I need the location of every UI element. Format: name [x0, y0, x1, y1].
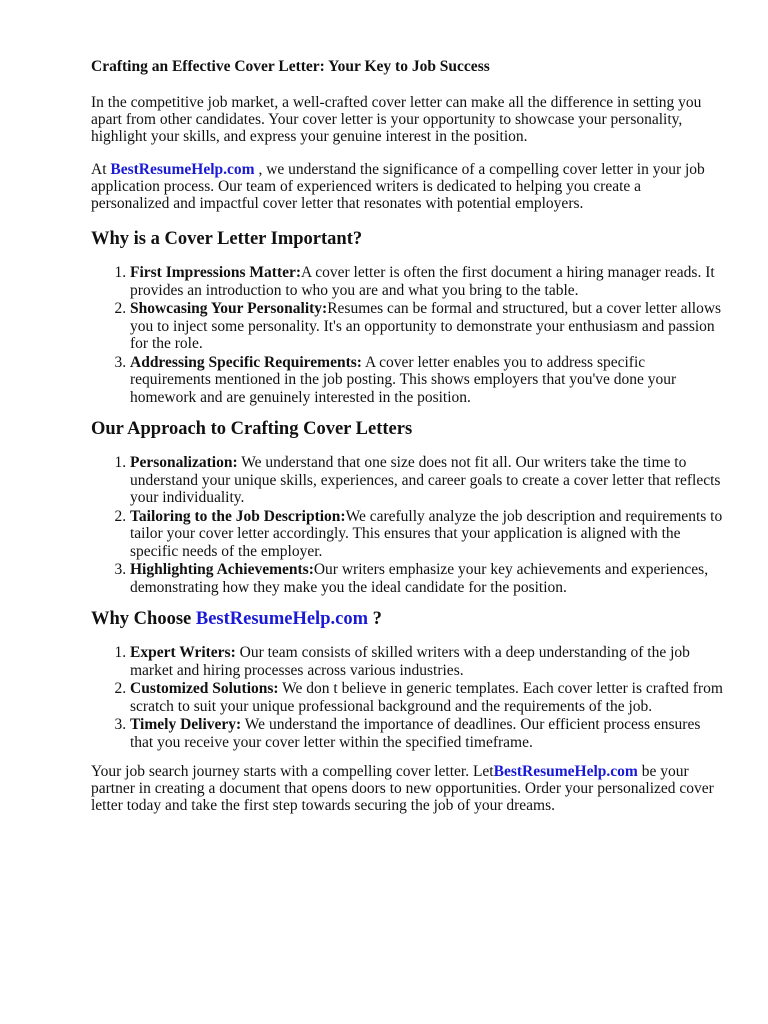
list-item-term: First Impressions Matter:: [130, 264, 302, 281]
list-item-text: A cover letter is often the first document a hiring manager reads. It provides an introduction to who you are and what you bring to the table.: [130, 264, 715, 299]
why-important-heading: Why is a Cover Letter Important?: [91, 229, 363, 249]
list-item: [130, 300, 723, 353]
at-prefix: At: [91, 161, 111, 178]
list-item: [130, 354, 723, 407]
list-item: [130, 264, 723, 299]
document-page: [91, 58, 723, 830]
document-title: Crafting an Effective Cover Letter: Your Key to Job Success: [91, 58, 490, 75]
why-choose-list: [91, 644, 723, 751]
list-item-text: Our team consists of skilled writers with a deep understanding of the job market and hiring processes across various industries.: [130, 644, 690, 679]
approach-heading: Our Approach to Crafting Cover Letters: [91, 419, 413, 439]
list-item: [130, 680, 723, 715]
list-item-term: Customized Solutions:: [130, 680, 279, 697]
why-choose-prefix: Why Choose: [91, 609, 196, 629]
list-item-term: Addressing Specific Requirements:: [130, 353, 362, 371]
list-item-term: Showcasing Your Personality:: [130, 300, 328, 317]
list-item: [130, 716, 723, 751]
bestresumehelp-link-3[interactable]: BestResumeHelp.com: [493, 763, 638, 780]
list-item-text: We understand that one size does not fit all. Our writers take the time to understand your unique skills, experiences, and career goals to create a cover letter that reflects your individuality.: [130, 454, 721, 506]
closing-suffix: be your partner in creating a document that opens doors to new opportunities. Order your personalized cover letter today and take the first step towards securing the job of your dreams.: [91, 763, 714, 814]
list-item: [130, 454, 723, 507]
list-item-text: We carefully analyze the job description and requirements to tailor your cover letter accordingly. This ensures that your application is aligned with the specific needs of the employer.: [130, 507, 723, 560]
list-item-text: We don t believe in generic templates. Each cover letter is crafted from scratch to suit your unique professional background and the requirements of the job.: [130, 680, 723, 715]
bestresumehelp-link-1[interactable]: BestResumeHelp.com: [110, 161, 255, 178]
closing-paragraph: [91, 763, 723, 814]
why-choose-suffix: ?: [367, 609, 382, 629]
list-item-term: Tailoring to the Job Description:: [130, 507, 346, 525]
bestresumehelp-link-2[interactable]: BestResumeHelp.com: [195, 609, 368, 629]
list-item-term: Expert Writers:: [130, 644, 236, 661]
why-important-list: [91, 264, 723, 406]
list-item-text: We understand the importance of deadlines. Our efficient process ensures that you receive your cover letter within the specified timeframe.: [130, 716, 701, 751]
list-item-term: Highlighting Achievements:: [130, 561, 314, 578]
list-item: [130, 561, 723, 596]
approach-list: [91, 454, 723, 596]
list-item: [130, 644, 723, 679]
at-paragraph: [91, 161, 723, 212]
list-item-term: Personalization:: [130, 454, 238, 471]
list-item-text: A cover letter enables you to address specific requirements mentioned in the job posting. This shows employers that you've done your homework and are genuinely interested in the position.: [130, 353, 677, 406]
at-suffix: , we understand the significance of a compelling cover letter in your job application process. Our team of experienced writers is dedicated to helping you create a personalized and impactful cover letter that resonates with potential employers.: [91, 161, 705, 212]
closing-prefix: Your job search journey starts with a compelling cover letter. Let: [91, 763, 494, 780]
intro-paragraph: In the competitive job market, a well-crafted cover letter can make all the difference in setting you apart from other candidates. Your cover letter is your opportunity to showcase your personality, highlight your skills, and express your genuine interest in the position.: [91, 94, 702, 145]
list-item-term: Timely Delivery:: [130, 716, 242, 733]
list-item: [130, 508, 723, 561]
why-choose-heading: [91, 608, 723, 630]
list-item-text: Our writers emphasize your key achievements and experiences, demonstrating how they make you the ideal candidate for the position.: [130, 561, 709, 596]
list-item-text: Resumes can be formal and structured, but a cover letter allows you to inject some personality. It's an opportunity to demonstrate your enthusiasm and passion for the role.: [130, 300, 722, 352]
